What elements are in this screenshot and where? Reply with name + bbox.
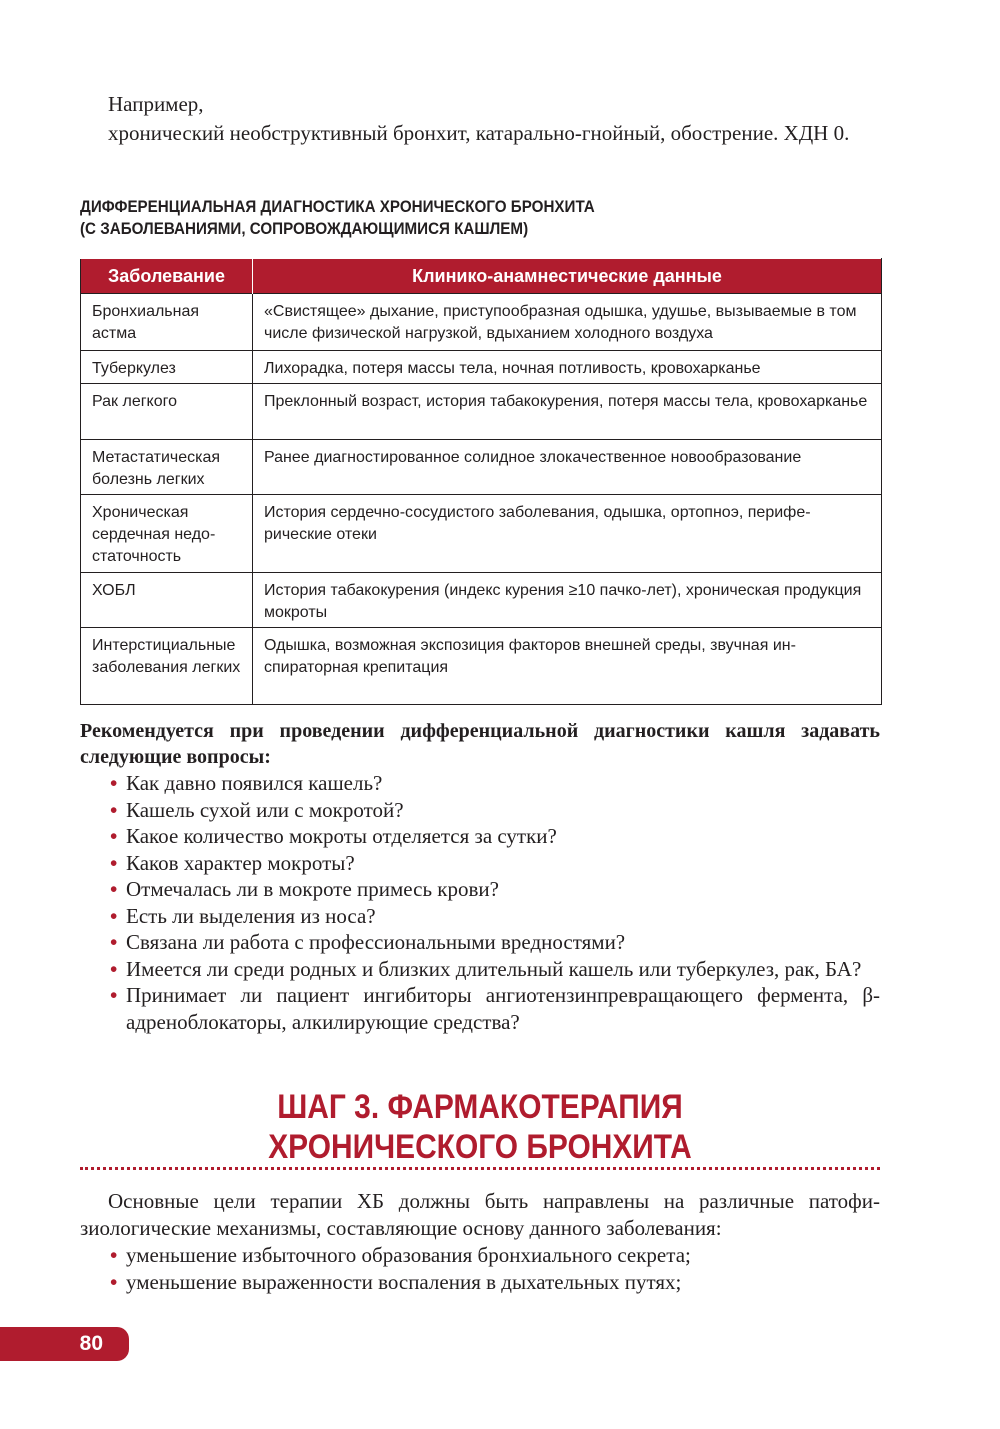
cell-data: Ранее диагностированное солидное злокачественное новообразование (253, 440, 882, 495)
cell-disease: Метастатическая болезнь легких (81, 440, 253, 495)
list-item (80, 903, 880, 930)
question-text: Каков характер мокроты? (126, 850, 355, 875)
recommendation-text: Рекомендуется при проведении дифференциальной диагностики кашля задавать следующие вопросы: (80, 720, 880, 768)
section-title (128, 1087, 832, 1167)
list-item (80, 982, 880, 1035)
goals-list (80, 1242, 880, 1296)
question-text: Имеется ли среди родных и близких длительный кашель или туберкулез, рак, БА? (126, 956, 862, 981)
list-item (80, 770, 880, 797)
example-text: хронический необструктивный бронхит, катарально-гнойный, обострение. ХДН 0. (108, 121, 850, 145)
list-item (80, 850, 880, 877)
list-item (80, 1242, 880, 1269)
question-text: Связана ли работа с профессиональными вредностями? (126, 930, 626, 954)
cell-disease: Бронхиальная астма (81, 294, 253, 351)
cell-data: Преклонный возраст, история табакокурения, потеря массы тела, кровохарканье (253, 384, 882, 440)
cell-disease: Рак легкого (81, 384, 253, 440)
cell-data: История сердечно-сосудистого заболевания, одышка, ортопноэ, периферические отеки (253, 495, 882, 573)
table-row (81, 495, 882, 573)
goals-intro: Основные цели терапии ХБ должны быть направлены на различные патофизиологические механизмы, составляющие основу данного заболевания: (80, 1189, 880, 1240)
question-text: Есть ли выделения из носа? (126, 903, 376, 928)
table-row (81, 440, 882, 495)
bullet-icon: • (110, 903, 118, 928)
header-clinical-data: Клинико-анамнестические данные (253, 259, 882, 294)
table-header-row (81, 259, 882, 294)
goal-text: уменьшение выраженности воспаления в дыхательных путях; (126, 1270, 682, 1294)
question-text: Какое количество мокроты отделяется за сутки? (126, 824, 557, 848)
cell-data: «Свистящее» дыхание, приступообразная одышка, удушье, вызываемые в том числе физической нагрузкой, вдыханием холодного воздуха (253, 294, 882, 351)
goal-text: уменьшение избыточного образования бронхиального секрета; (126, 1243, 691, 1267)
list-item (80, 1269, 880, 1296)
bullet-icon: • (110, 956, 118, 981)
intro-block (80, 90, 880, 148)
page-number: 80 (0, 1327, 129, 1361)
table-row (81, 351, 882, 384)
bullet-icon: • (110, 1270, 118, 1294)
cell-disease: Интерстициальные заболевания легких (81, 628, 253, 705)
question-text: Кашель сухой или с мокротой? (126, 797, 404, 822)
question-text: Отмечалась ли в мокроте примесь крови? (126, 877, 499, 901)
cell-data: Лихорадка, потеря массы тела, ночная потливость, кровохарканье (253, 351, 882, 384)
cell-disease: Хроническая сердечная недостаточность (81, 495, 253, 573)
table-row (81, 573, 882, 628)
table-title (80, 196, 816, 240)
question-text: Как давно появился кашель? (126, 771, 383, 795)
table-row (81, 628, 882, 705)
table-title-line1: ДИФФЕРЕНЦИАЛЬНАЯ ДИАГНОСТИКА ХРОНИЧЕСКОГО БРОНХИТА (80, 198, 595, 216)
bullet-icon: • (110, 797, 118, 822)
goals-block (80, 1188, 880, 1296)
table-row (81, 384, 882, 440)
cell-data: История табакокурения (индекс курения ≥10 пачко-лет), хроническая продукция мокроты (253, 573, 882, 628)
cell-disease: ХОБЛ (81, 573, 253, 628)
questions-list (80, 770, 880, 1035)
list-item (80, 956, 880, 983)
bullet-icon: • (110, 983, 118, 1007)
differential-diagnosis-table (80, 258, 882, 705)
cell-disease: Туберкулез (81, 351, 253, 384)
question-text: Принимает ли пациент ингибиторы ангиотензинпревращающего фермента, β-адреноблокаторы, алкилирующие средства? (126, 983, 880, 1034)
section-divider (80, 1167, 880, 1170)
header-disease: Заболевание (81, 259, 253, 294)
list-item (80, 929, 880, 956)
section-title-line2: ХРОНИЧЕСКОГО БРОНХИТА (268, 1128, 692, 1166)
section-title-line1: ШАГ 3. ФАРМАКОТЕРАПИЯ (277, 1088, 683, 1126)
list-item (80, 823, 880, 850)
list-item (80, 797, 880, 824)
example-label: Например, (108, 92, 204, 116)
bullet-icon: • (110, 1243, 118, 1267)
list-item (80, 876, 880, 903)
bullet-icon: • (110, 771, 118, 795)
bullet-icon: • (110, 877, 118, 901)
bullet-icon: • (110, 930, 118, 954)
bullet-icon: • (110, 850, 118, 875)
cell-data: Одышка, возможная экспозиция факторов внешней среды, звучная инспираторная крепитация (253, 628, 882, 705)
bullet-icon: • (110, 824, 118, 848)
table-row (81, 294, 882, 351)
table-title-line2: (С ЗАБОЛЕВАНИЯМИ, СОПРОВОЖДАЮЩИМИСЯ КАШЛЕМ) (80, 220, 529, 238)
